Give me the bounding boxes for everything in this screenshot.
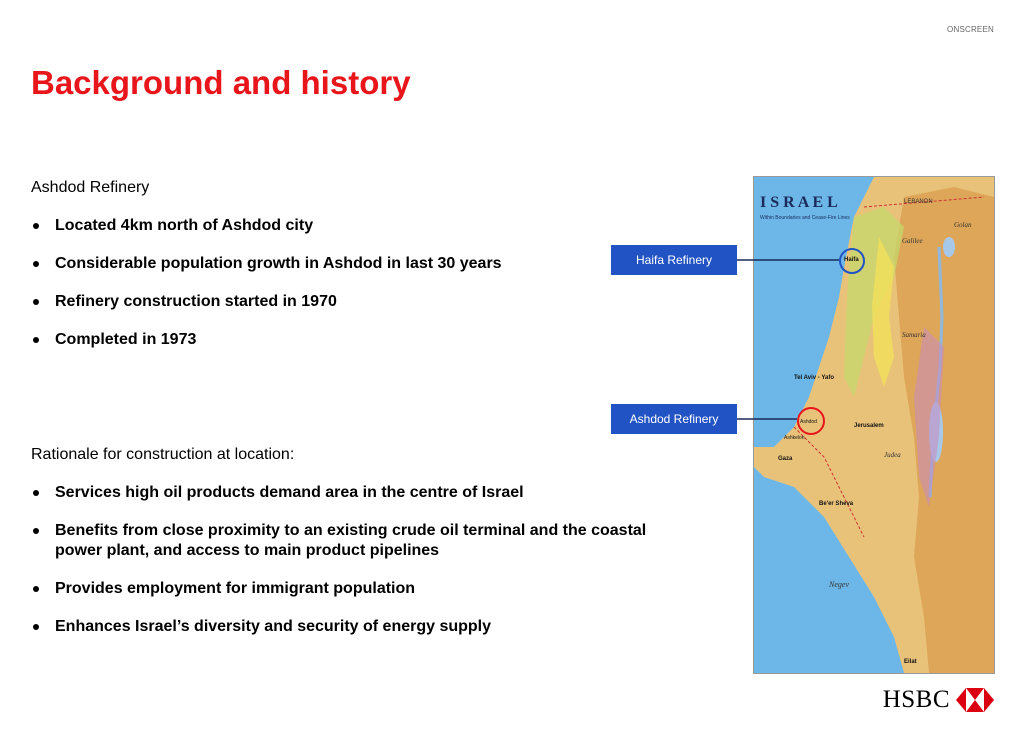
bullet-dot-icon bbox=[33, 299, 39, 305]
city-label-beer-sheva: Be'er Sheva bbox=[819, 501, 854, 507]
bullet-text: Considerable population growth in Ashdod in last 30 years bbox=[55, 255, 502, 272]
bullet-item bbox=[31, 254, 681, 274]
rationale-bullet-list bbox=[31, 483, 681, 655]
bullet-dot-icon bbox=[33, 261, 39, 267]
bullet-dot-icon bbox=[33, 528, 39, 534]
bullet-text: Located 4km north of Ashdod city bbox=[55, 217, 314, 234]
bullet-dot-icon bbox=[33, 490, 39, 496]
bullet-dot-icon bbox=[33, 586, 39, 592]
ashdod-refinery-callout: Ashdod Refinery bbox=[611, 404, 737, 434]
bullet-text: Benefits from close proximity to an existing crude oil terminal and the coastal power plant, and access to main product pipelines bbox=[55, 522, 647, 559]
region-label-judea: Judea bbox=[884, 451, 901, 459]
bullet-item bbox=[31, 330, 681, 350]
map-subtitle: Within Boundaries and Cease-Fire Lines bbox=[760, 215, 850, 221]
bullet-text: Services high oil products demand area in the centre of Israel bbox=[55, 484, 524, 501]
onscreen-tag: ONSCREEN bbox=[947, 25, 994, 34]
city-label-gaza: Gaza bbox=[778, 456, 793, 462]
bullet-dot-icon bbox=[33, 337, 39, 343]
hsbc-logo bbox=[883, 686, 994, 714]
city-label-haifa: Haifa bbox=[844, 257, 859, 263]
bullet-text: Completed in 1973 bbox=[55, 331, 197, 348]
bullet-text: Provides employment for immigrant population bbox=[55, 580, 416, 597]
section-heading-ashdod: Ashdod Refinery bbox=[31, 179, 150, 196]
lake-kinneret bbox=[943, 237, 955, 257]
haifa-refinery-callout: Haifa Refinery bbox=[611, 245, 737, 275]
ashdod-bullet-list bbox=[31, 216, 681, 368]
bullet-item bbox=[31, 483, 681, 503]
city-label-tel-aviv: Tel Aviv - Yafo bbox=[794, 375, 835, 381]
logo-wordmark: HSBC bbox=[882, 686, 950, 713]
city-label-eilat: Eilat bbox=[904, 659, 917, 665]
map-title: I S R A E L bbox=[760, 194, 838, 211]
page-title: Background and history bbox=[31, 64, 411, 101]
region-label-galilee: Galilee bbox=[902, 237, 923, 245]
bullet-dot-icon bbox=[33, 223, 39, 229]
region-label-lebanon: LEBANON bbox=[904, 199, 933, 205]
section-heading-rationale: Rationale for construction at location: bbox=[31, 446, 295, 463]
bullet-item bbox=[31, 216, 681, 236]
city-label-ashkelon: Ashkelon bbox=[784, 435, 805, 441]
bullet-item bbox=[31, 292, 681, 312]
bullet-text: Enhances Israel’s diversity and security of energy supply bbox=[55, 618, 492, 635]
city-label-jerusalem: Jerusalem bbox=[854, 423, 884, 429]
bullet-item bbox=[31, 579, 681, 599]
hsbc-hexagon-icon bbox=[956, 688, 994, 712]
region-label-negev: Negev bbox=[829, 580, 849, 589]
bullet-text: Refinery construction started in 1970 bbox=[55, 293, 337, 310]
bullet-item bbox=[31, 617, 681, 637]
bullet-item bbox=[31, 521, 681, 561]
bullet-dot-icon bbox=[33, 624, 39, 630]
city-label-ashdod: Ashdod bbox=[800, 419, 817, 425]
callout-leader-lines bbox=[737, 255, 867, 435]
region-label-samaria: Samaria bbox=[902, 331, 926, 339]
region-label-golan: Golan bbox=[954, 221, 972, 229]
